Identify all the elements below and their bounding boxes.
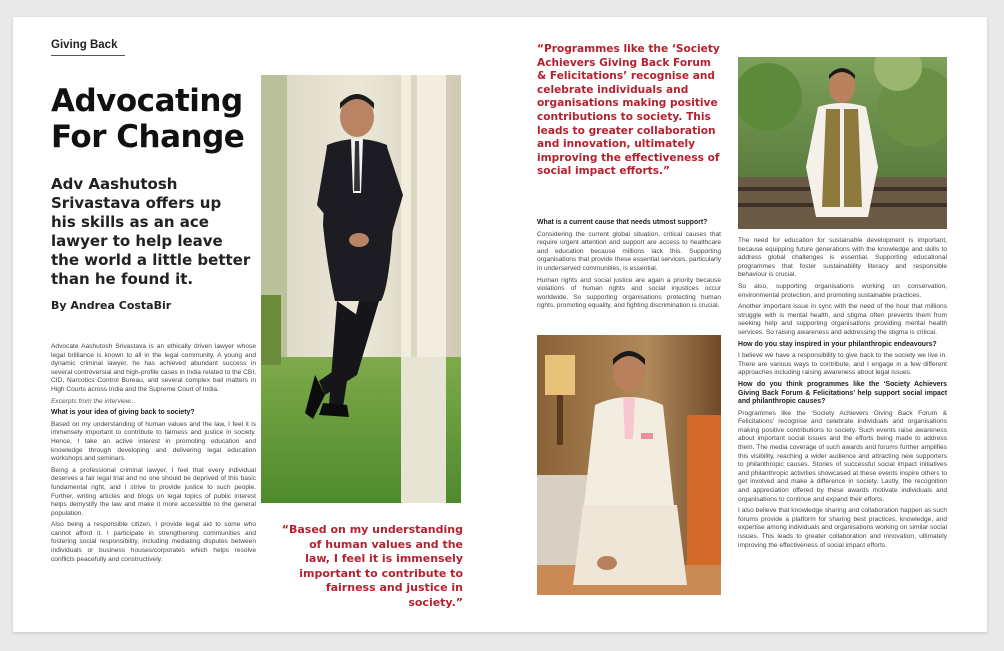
photo-cream-suit [537, 335, 721, 595]
column-4-paragraph-1: The need for education for sustainable development is important, because equipping future generations with the knowledge and skills to address global challenges is essential. Supporting educational programmes that foster sustainability literacy and responsible behaviour is crucial. [738, 237, 947, 279]
answer-2-paragraph-1: Considering the current global situation, critical causes that require urgent attention and support are access to healthcare and education because millions lack this. Supporting organisations that provide these essential services, particularly in underserved communities, is essential. [537, 230, 721, 272]
article-subtitle: Adv Aashutosh Srivastava offers up his skills as an ace lawyer to help leave the world a little better than he found it. [51, 175, 251, 288]
title-line-2: For Change [51, 119, 245, 155]
answer-1-paragraph-3: Also being a responsible citizen, I provide legal aid to some who cannot afford it. I participate in strengthening communities and fostering social responsibility, including mediating disputes between individuals or business houses/corporates which helps resolve conflicts peacefully and constructively. [51, 521, 256, 563]
article-title [51, 83, 261, 155]
column-4-paragraph-2: So also, supporting organisations working on conservation, environmental protection, and promoting sustainable practices. [738, 282, 947, 299]
pull-quote-left: “Based on my understanding of human values and the law, I feel it is immensely important to contribute to fairness and justice in society.” [281, 523, 463, 609]
photo-waistcoat [738, 57, 947, 229]
question-2: What is a current cause that needs utmost support? [537, 219, 708, 226]
answer-4-paragraph-1: Programmes like the ‘Society Achievers Giving Back Forum & Felicitations’ recognise and celebrate individuals and organisations making positive contributions to society. Such events raise awareness about important social issues and the efforts being made to address them. The media coverage of such awards and forums further amplifies this visibility, reaching a wider audience and attracting new supporters to philanthropic causes. Stories of successful social impact initiatives and philanthropic activities showcased at these events inspire others to get involved and make a difference in society. Lastly, the recognition and appreciation offered by these awards motivate individuals and organisations to continue and expand their efforts. [738, 409, 947, 503]
column-4-paragraph-3: Another important issue in sync with the need of the hour that millions struggle with is mental health, and stigma often prevents them from seeking help and supporting organisations providing mental health services. So raising awareness and addressing the stigma is critical. [738, 303, 947, 336]
question-4: How do you think programmes like the ‘Society Achievers Giving Back Forum & Felicitations’ help support social impact and philanthropic causes? [738, 380, 947, 406]
section-tag: Giving Back [51, 39, 118, 51]
column-3 [537, 219, 721, 314]
answer-1-paragraph-2: Being a professional criminal lawyer, I feel that every individual deserves a fair legal trial and no one should be deprived of this basic fundamental right, and I strive to provide justice to such people. Further, writing articles and blogs on legal topics of public interest helps demystify the law and make it more accessible to the general population. [51, 466, 256, 517]
answer-4-paragraph-2: I also believe that knowledge sharing and collaboration happen as such forums provide a platform for sharing best practices, knowledge, and expertise among individuals and organisations working on similar social issues. This leads to greater collaboration and innovation, ultimately improving the effectiveness of social impact efforts. [738, 507, 947, 549]
question-3: How do you stay inspired in your philanthropic endeavours? [738, 340, 937, 348]
pull-quote-top: “Programmes like the ‘Society Achievers Giving Back Forum & Felicitations’ recognise and celebrate individuals and organisations making positive contributions to society. This leads to greater collaboration and innovation, ultimately improving the effectiveness of social impact efforts.” [537, 43, 720, 178]
excerpt-note: Excerpts from the interview... [51, 397, 136, 405]
magazine-spread [13, 17, 987, 632]
intro-paragraph: Advocate Aashutosh Srivastava is an ethically driven lawyer whose legal brilliance is known to all in the legal community. A young and dynamic criminal lawyer, he has achieved abundant success in several controversial and high-profile cases in India related to the CBI, CID, Narcotics Control Bureau, and several complex bail matters in High Courts across India and the Supreme Court of India. [51, 343, 256, 393]
photo-black-suit [261, 75, 461, 503]
column-1 [51, 343, 256, 567]
column-4 [738, 237, 947, 553]
title-line-1: Advocating [51, 83, 243, 119]
answer-3: I believe we have a responsibility to give back to the society we live in. There are various ways to contribute, and I engage in a few different approaches including raising awareness about legal issues. [738, 352, 947, 377]
byline: By Andrea CostaBir [51, 299, 172, 312]
question-1: What is your idea of giving back to society? [51, 409, 195, 417]
answer-1-paragraph-1: Based on my understanding of human values and the law, I feel it is immensely important to contribute to fairness and justice in society. Hence, I take an active interest in promoting education and knowledge through developing and delivering legal education workshops and seminars. [51, 420, 256, 463]
answer-2-paragraph-2: Human rights and social justice are again a priority because violations of human rights and social injustices occur worldwide. So supporting organisations protecting human rights, promoting equality, and fighting discrimination is crucial. [537, 276, 721, 310]
section-underline [51, 55, 125, 56]
